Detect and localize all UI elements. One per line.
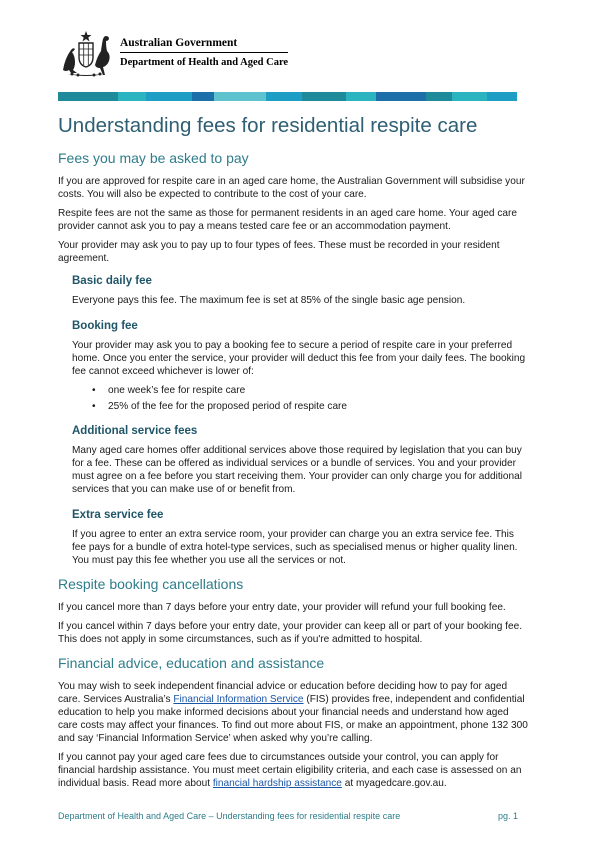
government-branding bbox=[120, 36, 288, 69]
paragraph: Your provider may ask you to pay up to four types of fees. These must be recorded in your resident agreement. bbox=[58, 240, 500, 264]
subheading-extra-service-fee: Extra service fee bbox=[72, 509, 164, 521]
stripe-segment bbox=[214, 92, 266, 101]
department-name: Department of Health and Aged Care bbox=[120, 57, 289, 68]
paragraph: Respite fees are not the same as those for permanent residents in an aged care home. Your aged care provider cannot ask you to pay a means tested care fee or an accommodation payment. bbox=[58, 208, 517, 232]
list-item: • 25% of the fee for the proposed period of respite care bbox=[108, 400, 530, 413]
paragraph bbox=[58, 680, 530, 745]
stripe-segment bbox=[346, 92, 376, 101]
page-title: Understanding fees for residential respite care bbox=[58, 114, 478, 137]
page-number: pg. 1 bbox=[497, 811, 518, 821]
government-title: Australian Government bbox=[120, 37, 238, 49]
stripe-segment bbox=[146, 92, 192, 101]
decorative-stripe bbox=[58, 92, 517, 101]
basic-daily-fee-subsection bbox=[58, 274, 530, 567]
cancellations-section bbox=[58, 576, 530, 646]
paragraph: Everyone pays this fee. The maximum fee is set at 85% of the single basic age pension. bbox=[72, 295, 466, 306]
section-heading-fees: Fees you may be asked to pay bbox=[58, 150, 249, 166]
financial-information-service-link[interactable]: Financial Information Service bbox=[173, 694, 304, 705]
page-footer bbox=[58, 811, 518, 821]
text-span: You may wish to seek independent financial advice or education before deciding how to pay for aged care. Services Australia’s bbox=[58, 681, 508, 705]
subheading-booking-fee: Booking fee bbox=[72, 320, 138, 332]
branding-divider bbox=[120, 52, 288, 53]
section-heading-cancellations: Respite booking cancellations bbox=[58, 576, 244, 592]
paragraph bbox=[58, 751, 530, 790]
paragraph: If you agree to enter an extra service room, your provider can charge you an extra service fee. This fee pays for a bundle of extra hotel-type services, such as specialised menus or higher quality linen. You must pay this fee whether you use all the services or not. bbox=[72, 529, 518, 566]
text-span: If you cannot pay your aged care fees due to circumstances outside your control, you can apply for financial hardship assistance. You must meet certain eligibility criteria, and each case is assessed on an individual basis. Read more about bbox=[58, 752, 522, 789]
stripe-segment bbox=[376, 92, 426, 101]
paragraph: Many aged care homes offer additional services above those required by legislation that you can buy for a fee. These can be offered as individual services or a bundle of services. You and your provider must agree on a fee before you start receiving them. Your provider can only charge you for additional services that you can make use of or benefit from. bbox=[72, 445, 522, 495]
section-heading-financial: Financial advice, education and assistance bbox=[58, 655, 325, 671]
financial-section bbox=[58, 655, 530, 790]
paragraph: Your provider may ask you to pay a booking fee to secure a period of respite care in your preferred home. Once you enter the service, your provider will deduct this fee from your daily fees. The booking fee cannot exceed whichever is lower of: bbox=[72, 340, 526, 377]
text-span: at myagedcare.gov.au. bbox=[341, 778, 447, 789]
stripe-segment bbox=[426, 92, 452, 101]
stripe-segment bbox=[487, 92, 517, 101]
booking-fee-list bbox=[72, 384, 530, 413]
financial-hardship-assistance-link[interactable]: financial hardship assistance bbox=[212, 778, 342, 789]
paragraph: If you cancel more than 7 days before your entry date, your provider will refund your full booking fee. bbox=[58, 602, 506, 613]
subheading-basic-daily-fee: Basic daily fee bbox=[72, 275, 152, 287]
stripe-segment bbox=[266, 92, 302, 101]
paragraph: If you are approved for respite care in an aged care home, the Australian Government will subsidise your costs. You will also be expected to contribute to the cost of your care. bbox=[58, 176, 525, 200]
fees-section bbox=[58, 150, 530, 567]
subheading-additional-service-fees: Additional service fees bbox=[72, 425, 198, 437]
page-header bbox=[58, 30, 458, 80]
list-item: • one week’s fee for respite care bbox=[108, 384, 530, 397]
footer-text: Department of Health and Aged Care – Understanding fees for residential respite care bbox=[58, 811, 401, 821]
paragraph: If you cancel within 7 days before your entry date, your provider can keep all or part of your booking fee. This does not apply in some circumstances, such as if you're admitted to hospital. bbox=[58, 621, 523, 645]
stripe-segment bbox=[118, 92, 146, 101]
document-body bbox=[58, 150, 530, 796]
coat-of-arms-icon bbox=[58, 30, 114, 78]
stripe-segment bbox=[58, 92, 118, 101]
stripe-segment bbox=[302, 92, 346, 101]
stripe-segment bbox=[192, 92, 214, 101]
stripe-segment bbox=[452, 92, 487, 101]
text-span: (FIS) provides free, independent and confidential education to help you make informed decisions about your financial needs and understand how aged care costs may affect your finances. To find out more about FIS, or make an appointment, phone 132 300 and say ‘Financial Information Service’ when asked why you’re calling. bbox=[58, 694, 528, 744]
